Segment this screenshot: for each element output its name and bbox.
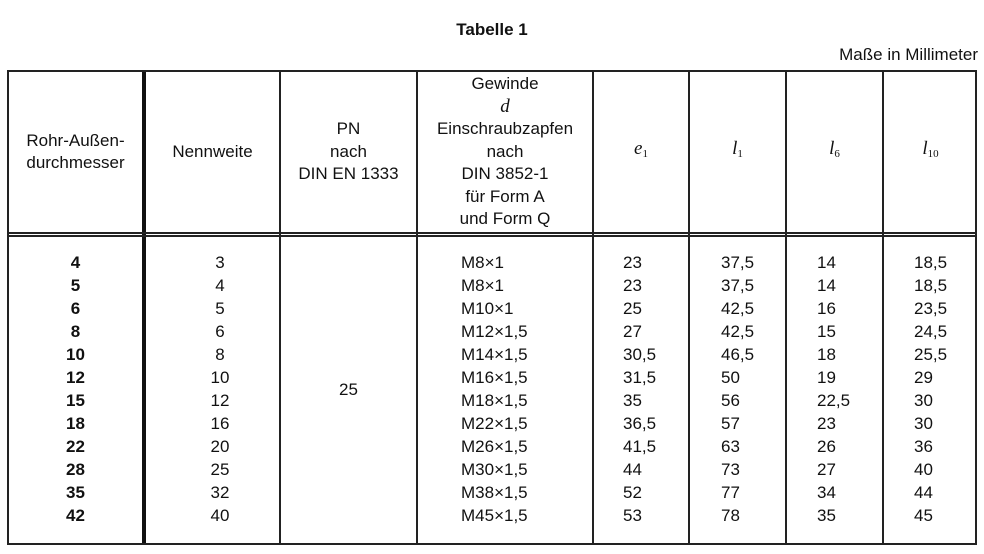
header-nominal-size [146, 72, 279, 232]
table-cell: 18,5 [914, 276, 948, 295]
column-l10 [914, 251, 947, 527]
header-line: nach [486, 141, 524, 161]
table-cell: 34 [817, 483, 836, 502]
header-line: Gewinde [471, 74, 539, 94]
header-line: für Form A [465, 186, 545, 206]
pn-value-text: 25 [339, 380, 358, 399]
table-cell: 29 [914, 368, 933, 387]
table-cell: 28 [66, 460, 85, 479]
table-cell: 26 [817, 437, 836, 456]
table-cell: 37,5 [721, 253, 755, 272]
table-cell: 52 [623, 483, 642, 502]
table-cell: 32 [210, 483, 230, 502]
table-cell: 42,5 [721, 322, 755, 341]
table-cell: 35 [817, 506, 836, 525]
table-cell: 25,5 [914, 345, 948, 364]
column-l6 [817, 251, 850, 527]
pn-value [281, 237, 416, 543]
table-cell: M22×1,5 [461, 414, 528, 433]
header-e1 [594, 72, 688, 232]
header-symbol-d: d [500, 95, 510, 117]
table-cell: M16×1,5 [461, 368, 528, 387]
table-cell: 35 [66, 483, 85, 502]
table-cell: 5 [70, 276, 81, 295]
table-cell: 27 [817, 460, 836, 479]
table-cell: 44 [914, 483, 933, 502]
table-cell: 50 [721, 368, 740, 387]
subscript: 6 [834, 148, 840, 161]
subscript: 1 [642, 148, 648, 161]
table-cell: 42,5 [721, 299, 755, 318]
header-line: Rohr-Außen- [26, 130, 125, 150]
symbol: e [634, 138, 643, 160]
table-cell: 12 [66, 368, 85, 387]
table-cell: 23 [623, 276, 642, 295]
table-cell: 36,5 [623, 414, 657, 433]
dimensions-table [7, 70, 977, 545]
table-cell: 25 [623, 299, 642, 318]
header-line: durchmesser [26, 153, 125, 172]
table-cell: 6 [215, 322, 225, 341]
table-cell: M10×1 [461, 299, 514, 318]
table-cell: 4 [70, 253, 81, 272]
header-l6 [787, 72, 882, 232]
table-cell: 18 [66, 414, 85, 433]
table-cell: 77 [721, 483, 740, 502]
table-cell: 6 [70, 299, 81, 318]
table-cell: 12 [210, 391, 230, 410]
table-cell: 30 [914, 391, 933, 410]
header-line: und Form Q [459, 209, 551, 229]
table-cell: 37,5 [721, 276, 755, 295]
table-cell: 16 [817, 299, 836, 318]
header-l1 [690, 72, 785, 232]
header-outer-diameter [9, 72, 142, 232]
table-cell: 56 [721, 391, 740, 410]
table-cell: 23,5 [914, 299, 948, 318]
table-cell: 4 [215, 276, 225, 295]
table-cell: 23 [817, 414, 836, 433]
table-cell: 8 [215, 345, 225, 364]
table-cell: 10 [66, 345, 85, 364]
table-cell: 30 [914, 414, 933, 433]
table-cell: M8×1 [461, 253, 504, 272]
table-cell: M8×1 [461, 276, 504, 295]
header-pn [281, 72, 416, 232]
table-cell: 18 [817, 345, 836, 364]
symbol: l [922, 138, 928, 160]
column-nominal-size [146, 251, 294, 527]
header-line: nach [330, 141, 367, 161]
table-cell: 41,5 [623, 437, 657, 456]
table-cell: 78 [721, 506, 740, 525]
header-thread [418, 72, 592, 232]
table-cell: M14×1,5 [461, 345, 528, 364]
table-cell: M38×1,5 [461, 483, 528, 502]
table-cell: 14 [817, 276, 836, 295]
table-cell: 8 [70, 322, 81, 341]
table-cell: M12×1,5 [461, 322, 528, 341]
table-cell: 30,5 [623, 345, 657, 364]
subscript: 10 [927, 148, 939, 161]
table-cell: 40 [914, 460, 933, 479]
table-cell: 40 [210, 506, 230, 525]
table-cell: M30×1,5 [461, 460, 528, 479]
table-cell: 15 [817, 322, 836, 341]
table-cell: 44 [623, 460, 642, 479]
header-line: DIN 3852-1 [461, 164, 549, 184]
table-cell: M45×1,5 [461, 506, 528, 525]
table-cell: 14 [817, 253, 836, 272]
table-cell: 35 [623, 391, 642, 410]
table-cell: M26×1,5 [461, 437, 528, 456]
table-cell: 46,5 [721, 345, 755, 364]
table-cell: 18,5 [914, 253, 948, 272]
symbol: l [732, 138, 738, 160]
column-e1 [623, 251, 656, 527]
table-cell: 22 [66, 437, 85, 456]
table-cell: 16 [210, 414, 230, 433]
header-l10 [884, 72, 977, 232]
header-line: PN [336, 119, 361, 139]
table-cell: 31,5 [623, 368, 657, 387]
table-cell: 20 [210, 437, 230, 456]
column-outer-diameter [9, 251, 142, 527]
table-cell: 25 [210, 460, 230, 479]
table-cell: 73 [721, 460, 740, 479]
table-cell: 36 [914, 437, 933, 456]
table-cell: 19 [817, 368, 836, 387]
table-cell: 23 [623, 253, 642, 272]
table-cell: 22,5 [817, 391, 851, 410]
table-cell: 53 [623, 506, 642, 525]
subscript: 1 [737, 148, 743, 161]
column-thread [461, 251, 528, 527]
table-cell: 15 [66, 391, 85, 410]
table-cell: 3 [215, 253, 225, 272]
header-separator [9, 232, 975, 237]
header-line: Einschraubzapfen [436, 119, 574, 139]
table-cell: 10 [210, 368, 230, 387]
header-line: Nennweite [172, 141, 253, 161]
symbol: l [829, 138, 835, 160]
table-cell: 45 [914, 506, 933, 525]
column-l1 [721, 251, 754, 527]
unit-note: Maße in Millimeter [839, 45, 978, 64]
table-cell: 57 [721, 414, 740, 433]
table-title: Tabelle 1 [456, 20, 528, 39]
header-line: DIN EN 1333 [298, 164, 399, 184]
table-cell: 5 [215, 299, 225, 318]
table-cell: 27 [623, 322, 642, 341]
table-cell: M18×1,5 [461, 391, 528, 410]
table-cell: 63 [721, 437, 740, 456]
table-cell: 24,5 [914, 322, 948, 341]
table-cell: 42 [66, 506, 85, 525]
